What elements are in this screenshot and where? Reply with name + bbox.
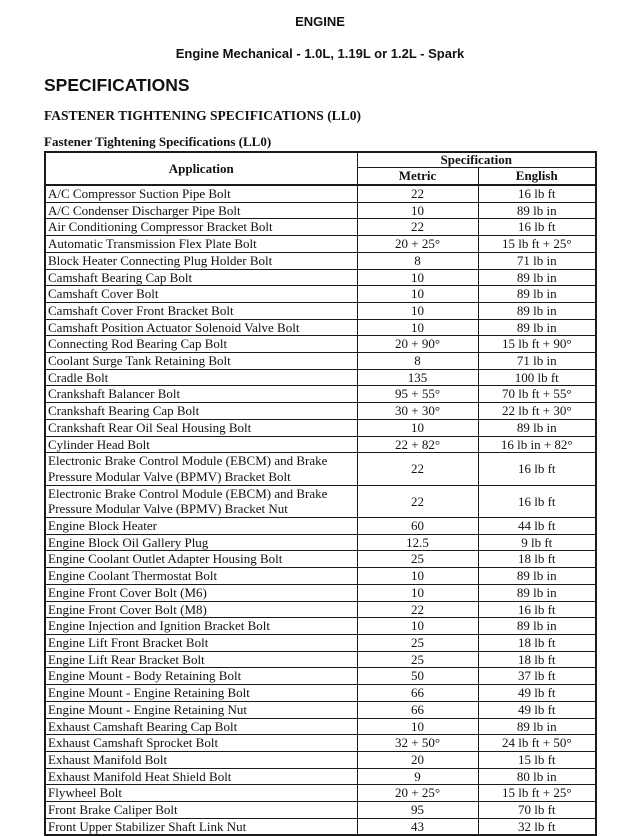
english-cell: 15 lb ft + 25° [478, 785, 596, 802]
english-cell: 49 lb ft [478, 701, 596, 718]
table-row [45, 735, 596, 752]
application-cell: Flywheel Bolt [45, 785, 357, 802]
english-cell: 89 lb in [478, 269, 596, 286]
application-cell: Camshaft Position Actuator Solenoid Valve Bolt [45, 319, 357, 336]
application-cell: A/C Compressor Suction Pipe Bolt [45, 185, 357, 202]
column-header-specification: Specification [357, 152, 596, 168]
metric-cell: 22 [357, 453, 478, 485]
metric-cell: 22 [357, 185, 478, 202]
table-body [45, 185, 596, 835]
metric-cell: 30 + 30° [357, 403, 478, 420]
table-row [45, 651, 596, 668]
table-row [45, 634, 596, 651]
metric-cell: 10 [357, 269, 478, 286]
table-row [45, 202, 596, 219]
application-cell: Engine Block Oil Gallery Plug [45, 534, 357, 551]
metric-cell: 22 + 82° [357, 436, 478, 453]
english-cell: 9 lb ft [478, 534, 596, 551]
application-cell: Exhaust Camshaft Sprocket Bolt [45, 735, 357, 752]
english-cell: 15 lb ft + 25° [478, 236, 596, 253]
application-cell: Engine Injection and Ignition Bracket Bolt [45, 618, 357, 635]
metric-cell: 20 + 90° [357, 336, 478, 353]
application-cell: Camshaft Cover Front Bracket Bolt [45, 302, 357, 319]
application-cell: Exhaust Camshaft Bearing Cap Bolt [45, 718, 357, 735]
application-cell: Crankshaft Rear Oil Seal Housing Bolt [45, 419, 357, 436]
metric-cell: 22 [357, 485, 478, 517]
application-cell: Engine Coolant Outlet Adapter Housing Bolt [45, 551, 357, 568]
english-cell: 71 lb in [478, 353, 596, 370]
application-cell: Camshaft Cover Bolt [45, 286, 357, 303]
application-cell: Camshaft Bearing Cap Bolt [45, 269, 357, 286]
english-cell: 16 lb in + 82° [478, 436, 596, 453]
table-row [45, 319, 596, 336]
english-cell: 80 lb in [478, 768, 596, 785]
english-cell: 89 lb in [478, 618, 596, 635]
application-cell: Electronic Brake Control Module (EBCM) and Brake Pressure Modular Valve (BPMV) Bracket Bolt [45, 453, 357, 485]
section-heading: SPECIFICATIONS [44, 75, 190, 95]
application-cell: Engine Lift Rear Bracket Bolt [45, 651, 357, 668]
english-cell: 70 lb ft [478, 802, 596, 819]
application-cell: Engine Mount - Engine Retaining Nut [45, 701, 357, 718]
english-cell: 18 lb ft [478, 634, 596, 651]
table-row [45, 718, 596, 735]
english-cell: 15 lb ft [478, 751, 596, 768]
english-cell: 89 lb in [478, 202, 596, 219]
application-cell: A/C Condenser Discharger Pipe Bolt [45, 202, 357, 219]
english-cell: 89 lb in [478, 568, 596, 585]
english-cell: 32 lb ft [478, 818, 596, 835]
table-row [45, 369, 596, 386]
table-row [45, 534, 596, 551]
english-cell: 16 lb ft [478, 453, 596, 485]
application-cell: Engine Mount - Engine Retaining Bolt [45, 685, 357, 702]
english-cell: 89 lb in [478, 718, 596, 735]
english-cell: 16 lb ft [478, 185, 596, 202]
english-cell: 24 lb ft + 50° [478, 735, 596, 752]
english-cell: 100 lb ft [478, 369, 596, 386]
metric-cell: 10 [357, 286, 478, 303]
table-row [45, 802, 596, 819]
table-row [45, 601, 596, 618]
metric-cell: 25 [357, 551, 478, 568]
table-row [45, 568, 596, 585]
english-cell: 49 lb ft [478, 685, 596, 702]
table-row [45, 403, 596, 420]
table-row [45, 336, 596, 353]
english-cell: 18 lb ft [478, 551, 596, 568]
metric-cell: 10 [357, 302, 478, 319]
column-header-english: English [478, 168, 596, 186]
metric-cell: 32 + 50° [357, 735, 478, 752]
table-row [45, 185, 596, 202]
application-cell: Exhaust Manifold Bolt [45, 751, 357, 768]
page-title: ENGINE [295, 14, 345, 29]
table-row [45, 436, 596, 453]
table-row [45, 453, 596, 485]
table-row [45, 668, 596, 685]
english-cell: 89 lb in [478, 302, 596, 319]
table-row [45, 386, 596, 403]
metric-cell: 50 [357, 668, 478, 685]
application-cell: Exhaust Manifold Heat Shield Bolt [45, 768, 357, 785]
table-row [45, 768, 596, 785]
table-row [45, 219, 596, 236]
application-cell: Crankshaft Balancer Bolt [45, 386, 357, 403]
application-cell: Cylinder Head Bolt [45, 436, 357, 453]
application-cell: Engine Coolant Thermostat Bolt [45, 568, 357, 585]
table-row [45, 785, 596, 802]
application-cell: Engine Block Heater [45, 518, 357, 535]
english-cell: 18 lb ft [478, 651, 596, 668]
table-row [45, 485, 596, 517]
metric-cell: 22 [357, 219, 478, 236]
english-cell: 16 lb ft [478, 601, 596, 618]
table-row [45, 584, 596, 601]
english-cell: 37 lb ft [478, 668, 596, 685]
table-caption: Fastener Tightening Specifications (LL0) [44, 134, 272, 149]
application-cell: Coolant Surge Tank Retaining Bolt [45, 353, 357, 370]
application-cell: Crankshaft Bearing Cap Bolt [45, 403, 357, 420]
application-cell: Engine Front Cover Bolt (M8) [45, 601, 357, 618]
metric-cell: 95 [357, 802, 478, 819]
application-cell: Electronic Brake Control Module (EBCM) and Brake Pressure Modular Valve (BPMV) Bracket Nut [45, 485, 357, 517]
english-cell: 89 lb in [478, 319, 596, 336]
english-cell: 70 lb ft + 55° [478, 386, 596, 403]
english-cell: 15 lb ft + 90° [478, 336, 596, 353]
column-header-application: Application [45, 152, 357, 185]
metric-cell: 10 [357, 568, 478, 585]
header-row-specification [45, 152, 596, 168]
application-cell: Cradle Bolt [45, 369, 357, 386]
application-cell: Front Brake Caliper Bolt [45, 802, 357, 819]
metric-cell: 10 [357, 202, 478, 219]
metric-cell: 10 [357, 718, 478, 735]
english-cell: 16 lb ft [478, 485, 596, 517]
table-row [45, 818, 596, 835]
metric-cell: 20 + 25° [357, 785, 478, 802]
metric-cell: 20 + 25° [357, 236, 478, 253]
table-row [45, 302, 596, 319]
application-cell: Connecting Rod Bearing Cap Bolt [45, 336, 357, 353]
metric-cell: 135 [357, 369, 478, 386]
application-cell: Engine Lift Front Bracket Bolt [45, 634, 357, 651]
table-row [45, 286, 596, 303]
metric-cell: 8 [357, 252, 478, 269]
metric-cell: 10 [357, 419, 478, 436]
application-cell: Engine Mount - Body Retaining Bolt [45, 668, 357, 685]
table-row [45, 701, 596, 718]
application-cell: Automatic Transmission Flex Plate Bolt [45, 236, 357, 253]
metric-cell: 9 [357, 768, 478, 785]
english-cell: 89 lb in [478, 584, 596, 601]
metric-cell: 95 + 55° [357, 386, 478, 403]
table-row [45, 269, 596, 286]
english-cell: 89 lb in [478, 286, 596, 303]
metric-cell: 20 [357, 751, 478, 768]
application-cell: Front Upper Stabilizer Shaft Link Nut [45, 818, 357, 835]
metric-cell: 66 [357, 701, 478, 718]
table-row [45, 252, 596, 269]
metric-cell: 25 [357, 634, 478, 651]
table-row [45, 353, 596, 370]
column-header-metric: Metric [357, 168, 478, 186]
subsection-heading: FASTENER TIGHTENING SPECIFICATIONS (LL0) [44, 108, 361, 123]
metric-cell: 8 [357, 353, 478, 370]
metric-cell: 10 [357, 584, 478, 601]
metric-cell: 66 [357, 685, 478, 702]
english-cell: 16 lb ft [478, 219, 596, 236]
metric-cell: 10 [357, 618, 478, 635]
fastener-specifications-table [44, 151, 597, 836]
metric-cell: 22 [357, 601, 478, 618]
application-cell: Engine Front Cover Bolt (M6) [45, 584, 357, 601]
metric-cell: 43 [357, 818, 478, 835]
table-row [45, 236, 596, 253]
metric-cell: 12.5 [357, 534, 478, 551]
table-row [45, 751, 596, 768]
metric-cell: 60 [357, 518, 478, 535]
metric-cell: 10 [357, 319, 478, 336]
table-header [45, 152, 596, 185]
english-cell: 22 lb ft + 30° [478, 403, 596, 420]
table-row [45, 618, 596, 635]
page-subtitle: Engine Mechanical - 1.0L, 1.19L or 1.2L - Spark [175, 46, 465, 61]
table-row [45, 551, 596, 568]
table-row [45, 518, 596, 535]
table-row [45, 419, 596, 436]
application-cell: Air Conditioning Compressor Bracket Bolt [45, 219, 357, 236]
metric-cell: 25 [357, 651, 478, 668]
english-cell: 44 lb ft [478, 518, 596, 535]
english-cell: 71 lb in [478, 252, 596, 269]
table-row [45, 685, 596, 702]
english-cell: 89 lb in [478, 419, 596, 436]
application-cell: Block Heater Connecting Plug Holder Bolt [45, 252, 357, 269]
